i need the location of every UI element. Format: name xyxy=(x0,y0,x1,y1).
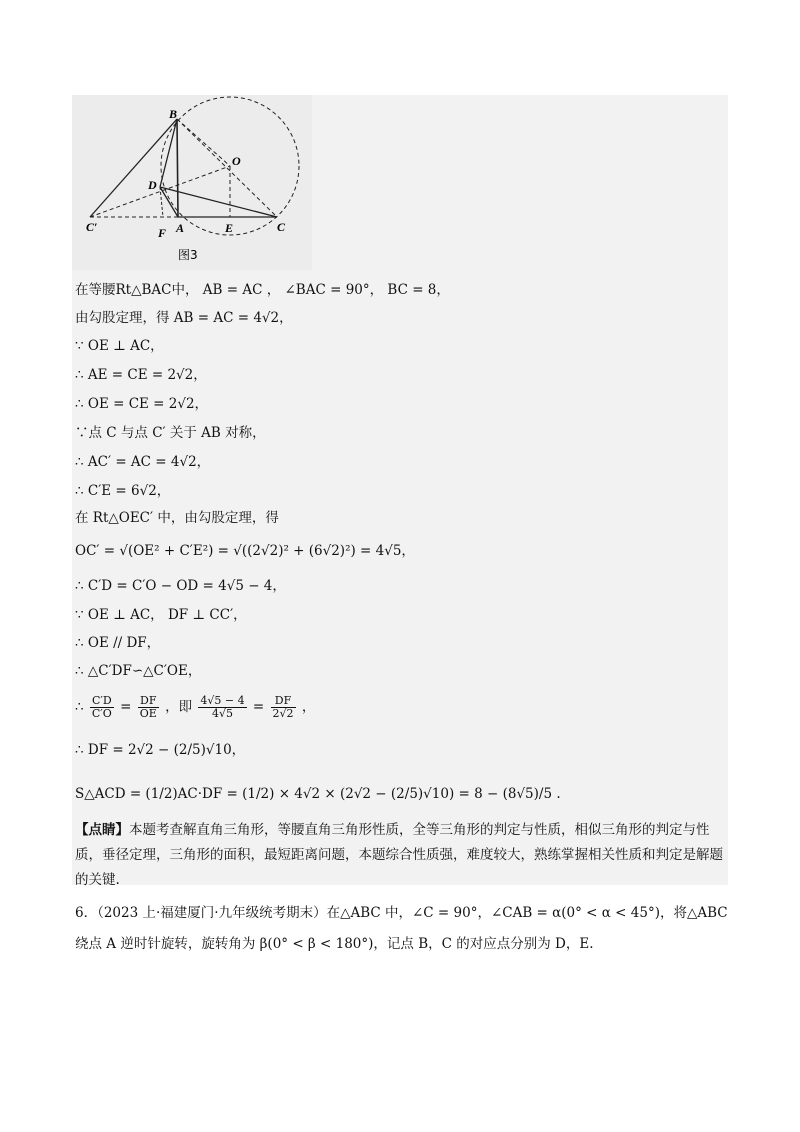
label-c1: C′ xyxy=(86,220,98,234)
solution-line-14: ∴ △C′DF∽△C′OE， xyxy=(75,663,202,679)
fraction-numerator: DF xyxy=(138,695,159,708)
geometry-diagram xyxy=(72,95,312,270)
solution-line-13: ∴ OE // DF， xyxy=(75,635,161,651)
fraction-denominator: 4√5 xyxy=(211,707,233,720)
equals-sign: = xyxy=(120,699,132,715)
geometry-figure xyxy=(72,95,312,270)
key-point-note xyxy=(75,818,725,893)
fraction-numerator: 4√5 − 4 xyxy=(200,694,245,707)
solution-line-9: 在 Rt△OEC′ 中，由勾股定理，得 xyxy=(75,510,279,526)
key-point-text: 本题考查解直角三角形，等腰直角三角形性质，全等三角形的判定与性质，相似三角形的判定与性质，垂径定理，三角形的面积，最短距离问题，本题综合性质强，难度较大，熟练掌握相关性质和判定是解题的关键. xyxy=(75,822,723,888)
fraction-df-2root2 xyxy=(271,695,296,720)
fraction-c1d-c1o xyxy=(90,695,114,720)
solution-line-5: ∴ OE = CE = 2√2， xyxy=(75,396,209,412)
fraction-denominator: OE xyxy=(139,707,157,720)
fraction-denominator: 2√2 xyxy=(272,707,294,720)
line-b-a xyxy=(177,119,178,217)
solution-line-12: ∵ OE ⊥ AC， DF ⊥ CC′， xyxy=(75,607,247,623)
namely-text: ，即 xyxy=(165,699,193,715)
solution-line-7: ∴ AC′ = AC = 4√2， xyxy=(75,454,211,470)
label-d: D xyxy=(148,178,157,192)
solution-line-17: S△ACD = (1/2)AC·DF = (1/2) × 4√2 × (2√2 − (2/5)√10) = 8 − (8√5)/5 . xyxy=(75,786,561,802)
label-f: F xyxy=(158,226,167,240)
line-b-o xyxy=(177,119,230,166)
line-end-comma: ， xyxy=(301,699,316,715)
label-o: O xyxy=(232,154,241,168)
problem-6: 6．（2023 上·福建厦门·九年级统考期末）在△ABC 中，∠C = 90°，∠CAB = α(0° < α < 45°)，将△ABC 绕点 A 逆时针旋转，旋转角为 β(0° < β < 180°)，记点 B，C 的对应点分别为 D，E. xyxy=(75,905,728,952)
solution-line-16: ∴ DF = 2√2 − (2/5)√10， xyxy=(75,742,246,758)
solution-line-11: ∴ C′D = C′O − OD = 4√5 − 4， xyxy=(75,578,286,594)
fraction-4root5 xyxy=(198,695,246,720)
solution-line-3: ∵ OE ⊥ AC， xyxy=(75,338,164,354)
fraction-df-oe xyxy=(138,695,159,720)
key-point-tag: 【点睛】 xyxy=(75,822,129,838)
figure-caption: 图3 xyxy=(178,248,198,262)
label-c: C xyxy=(277,220,286,234)
solution-line-6: ∵点 C 与点 C′ 关于 AB 对称， xyxy=(75,425,266,441)
solution-line-15 xyxy=(75,690,315,724)
label-a: A xyxy=(176,221,185,235)
line-c1-b xyxy=(90,119,177,217)
label-b: B xyxy=(169,107,178,121)
label-e: E xyxy=(225,221,234,235)
fraction-denominator: C′O xyxy=(91,707,112,720)
line-c1-o xyxy=(90,166,230,217)
solution-line-4: ∴ AE = CE = 2√2， xyxy=(75,367,207,383)
solution-line-8: ∴ C′E = 6√2， xyxy=(75,483,171,499)
fraction-numerator: DF xyxy=(271,695,296,708)
equals-sign-2: = xyxy=(252,699,265,715)
line-b-c xyxy=(177,119,277,217)
fraction-numerator: C′D xyxy=(90,695,114,708)
solution-line-10: OC′ = √(OE² + C′E²) = √((2√2)² + (6√2)²) = 4√5， xyxy=(75,543,415,559)
therefore-mark: ∴ xyxy=(75,699,84,715)
solution-line-2: 由勾股定理，得 AB = AC = 4√2， xyxy=(75,310,293,326)
solution-line-1: 在等腰Rt△BAC中， AB = AC ， ∠BAC = 90°， BC = 8， xyxy=(75,282,450,298)
